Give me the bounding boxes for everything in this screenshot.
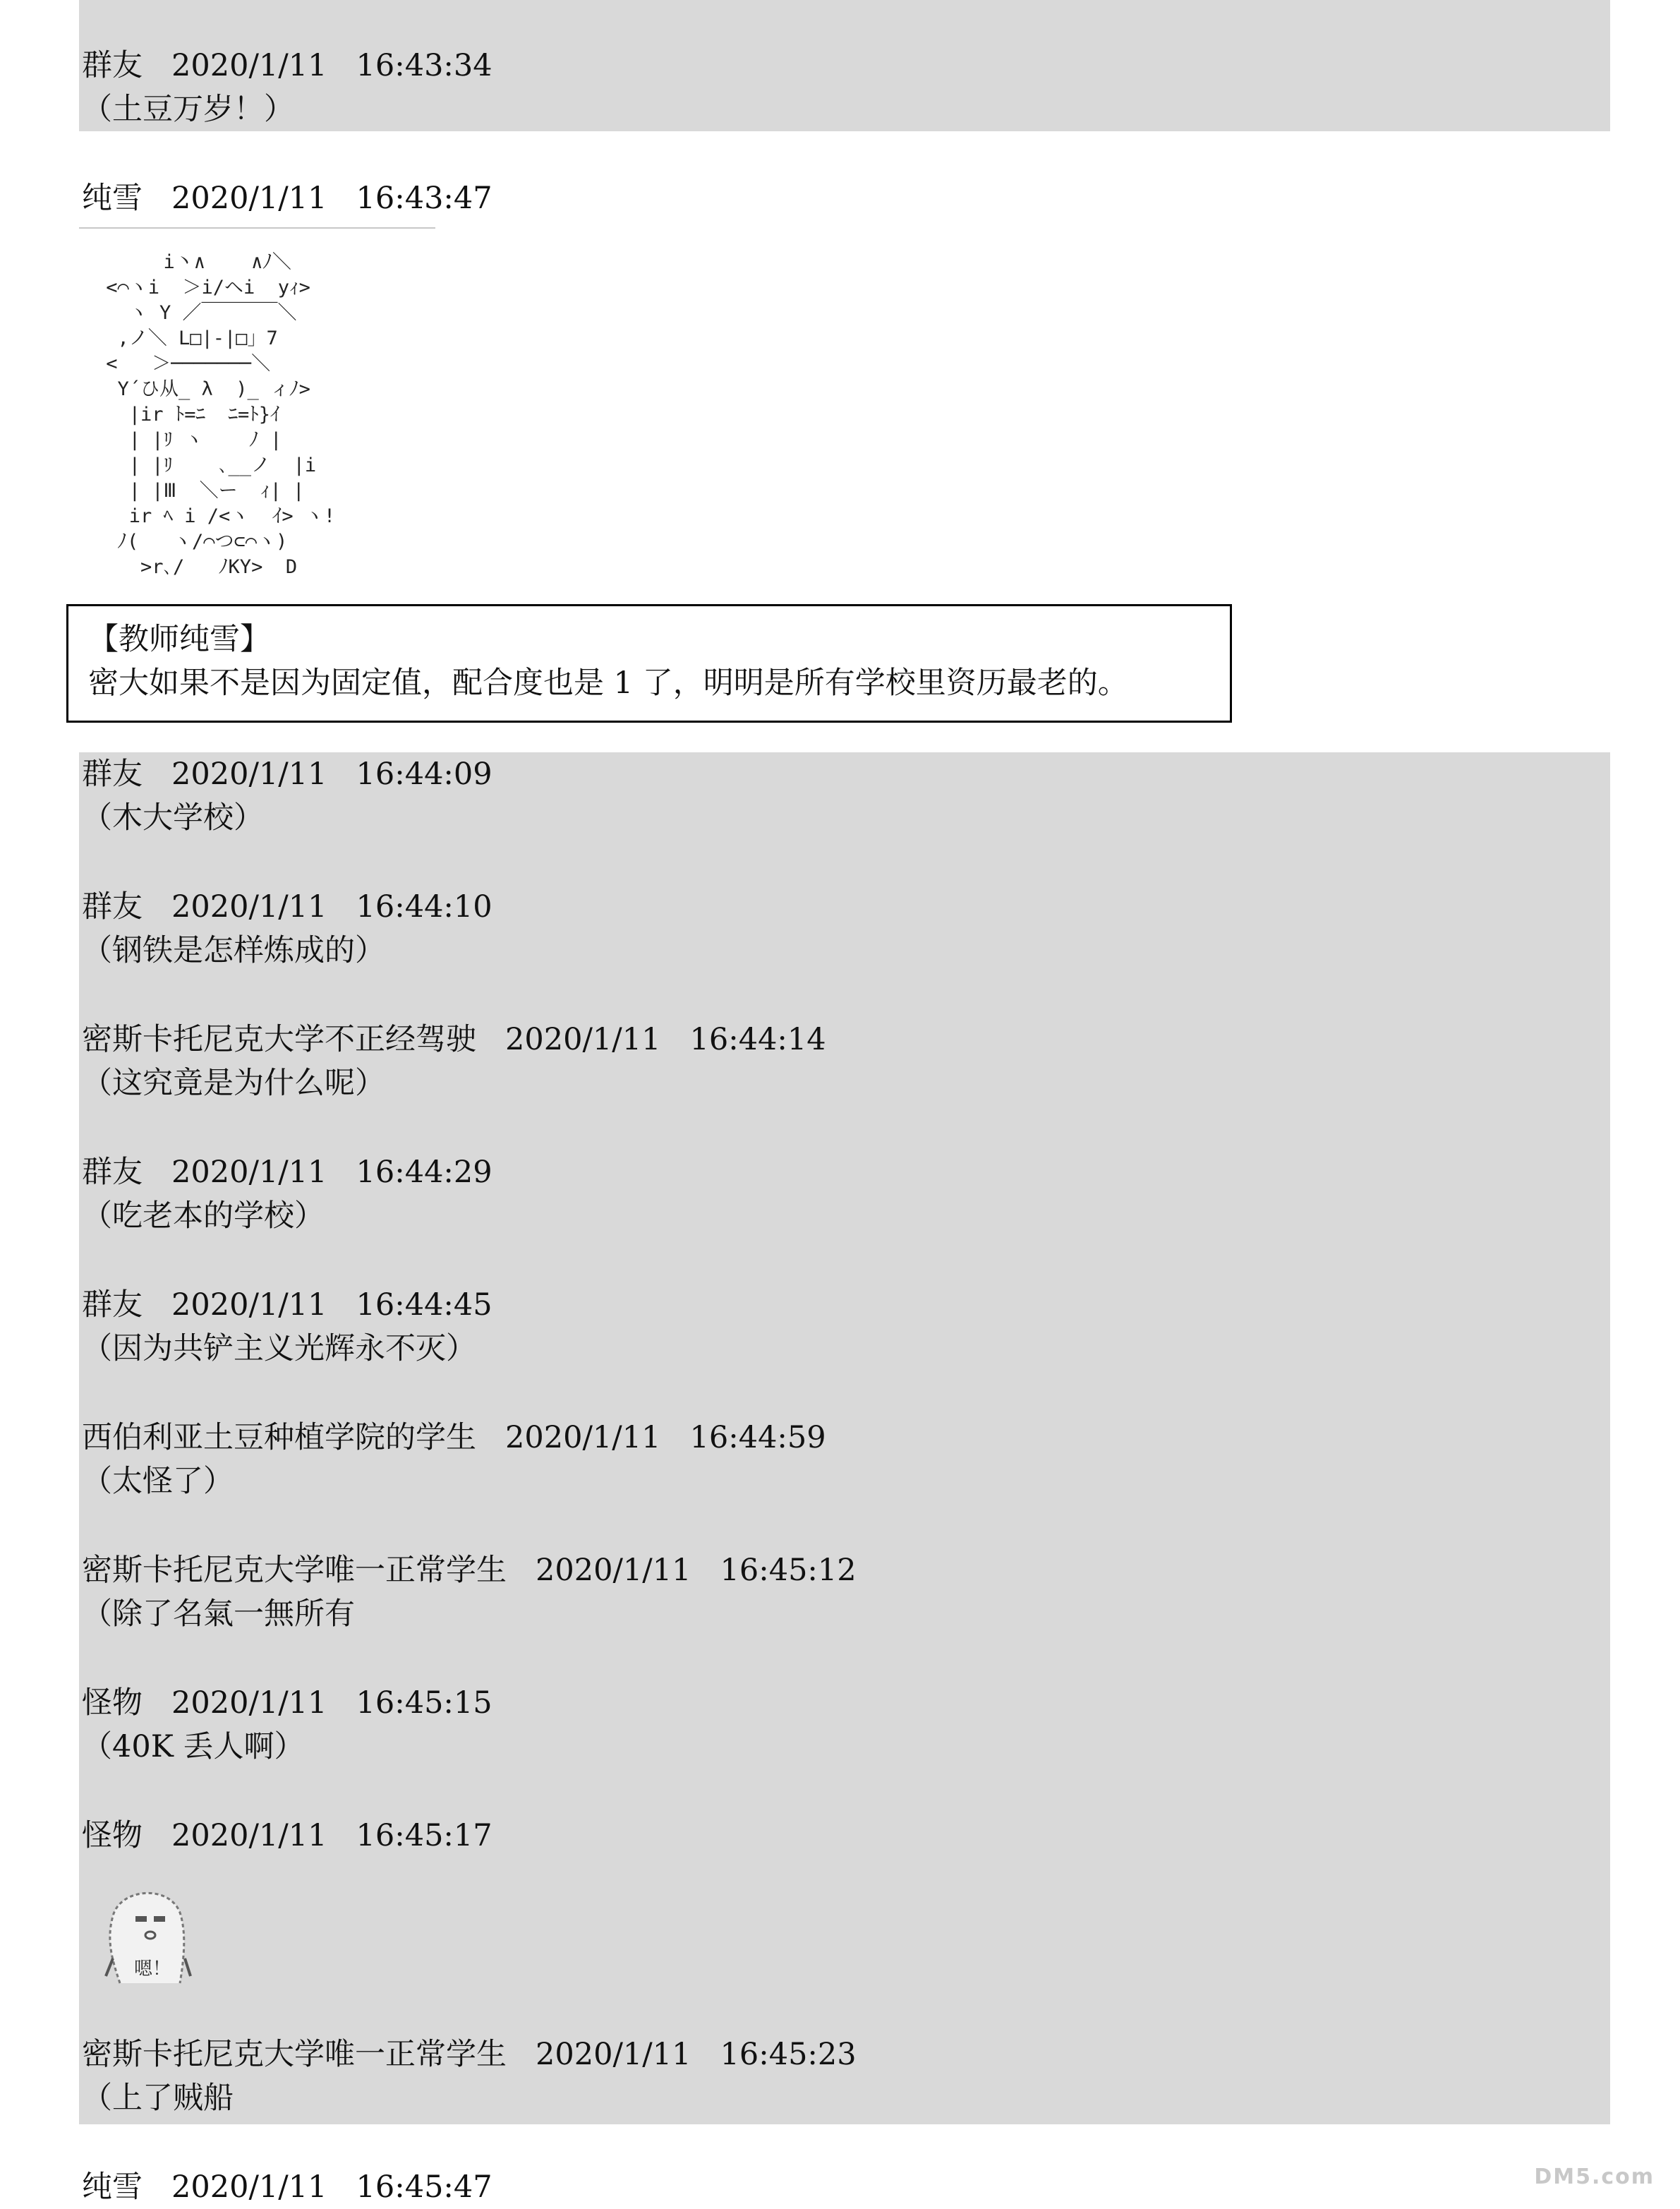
message-header [82,44,492,88]
message-date: 2020/1/11 [505,1022,661,1057]
message-text: （钢铁是怎样炼成的） [82,933,385,968]
ascii-art-line: |ir ﾄ=ﾆ ﾆ=ﾄ}ｲ [95,404,280,426]
message-header [82,176,492,220]
message-header [82,1416,826,1459]
message-time: 16:45:17 [356,1818,492,1853]
ascii-art-line: i丶∧ ∧ﾉ＼ [95,251,291,273]
sender-name: 密斯卡托尼克大学不正经驾驶 [82,1022,476,1057]
sender-name: 群友 [82,1155,143,1190]
chat-message [82,1283,492,1371]
sender-name: 纯雪 [82,181,143,216]
message-text: （木大学校） [82,800,264,836]
message-date: 2020/1/11 [171,181,327,216]
message-date: 2020/1/11 [171,1287,327,1323]
chat-message [82,2165,492,2209]
message-header [82,1814,492,1858]
message-time: 16:44:09 [356,757,492,792]
ascii-art-line: <⌒ヽi ＞i/ヘi yｨ> [95,277,310,299]
ascii-art-line: ir ﾍ i /<ヽ ｲ> ヽ! [95,505,336,527]
ascii-art-line: ヽ Y ／￣￣￣￣＼ [95,302,297,324]
message-date: 2020/1/11 [505,1420,661,1455]
ascii-art-line: ﾉ( ヽ/⌒つ⊂⌒ヽ) [95,531,288,553]
sender-name: 怪物 [82,1818,143,1853]
ghost-sticker-image [92,1877,212,1990]
message-time: 16:43:47 [356,181,492,216]
message-date: 2020/1/11 [171,1685,327,1721]
chat-message [82,1814,492,1858]
sender-name: 纯雪 [82,2169,143,2205]
message-text: （土豆万岁！） [82,92,294,127]
sender-name: 西伯利亚土豆种植学院的学生 [82,1420,476,1455]
message-time: 16:44:45 [356,1287,492,1323]
sender-name: 群友 [82,1287,143,1323]
ascii-art-line: | |Ⅲ ＼ー ｨ| | [95,480,305,502]
sender-name: 密斯卡托尼克大学唯一正常学生 [82,1553,507,1588]
message-header [82,1018,826,1061]
message-header [82,885,492,929]
message-time: 16:44:14 [689,1022,826,1057]
message-date: 2020/1/11 [171,1155,327,1190]
chat-message [82,1681,492,1769]
sender-name: 群友 [82,757,143,792]
ascii-art-line: Y´ひ从_ λ )_ ィﾉ> [95,378,310,400]
message-time: 16:45:15 [356,1685,492,1721]
message-header [82,752,492,796]
message-date: 2020/1/11 [171,1818,327,1853]
message-time: 16:45:23 [720,2037,857,2072]
chat-message [82,1416,826,1503]
chat-message [82,44,492,131]
message-date: 2020/1/11 [171,48,327,83]
message-header [82,2033,857,2076]
message-text: （吃老本的学校） [82,1198,325,1234]
ascii-art-line: >r､/ ﾉKY> D [95,556,298,578]
chat-message [82,885,492,973]
ascii-art-line: < ＞───────＼ [95,353,271,375]
sender-name: 怪物 [82,1685,143,1721]
chat-message [82,1150,492,1238]
sticker-text: 嗯！ [134,1958,171,1980]
sender-name: 群友 [82,48,143,83]
message-time: 16:45:47 [356,2169,492,2205]
message-header [82,1681,492,1725]
message-date: 2020/1/11 [536,2037,691,2072]
message-date: 2020/1/11 [171,757,327,792]
ascii-art-line: | |ﾘ ヽ ﾉ | [95,429,282,451]
message-text: （因为共铲主义光辉永不灭） [82,1331,476,1366]
ascii-art-line: ,ノ＼ L□|-|□」7 [95,327,278,349]
message-date: 2020/1/11 [536,1553,691,1588]
ascii-art-character [92,247,402,593]
message-text: （这究竟是为什么呢） [82,1066,385,1101]
message-date: 2020/1/11 [171,2169,327,2205]
message-text: （太怪了） [82,1464,234,1499]
ascii-art-line: | |ﾘ ､__ノ |i [95,455,317,476]
chat-message [82,2033,857,2120]
message-text: （除了名氣一無所有 [82,1596,355,1632]
header-underline [79,227,435,229]
chat-message [82,176,492,220]
sender-name: 密斯卡托尼克大学唯一正常学生 [82,2037,507,2072]
message-time: 16:44:10 [356,889,492,925]
message-time: 16:44:29 [356,1155,492,1190]
message-date: 2020/1/11 [171,889,327,925]
sender-name: 群友 [82,889,143,925]
chat-message [82,752,492,840]
message-header [82,1283,492,1327]
message-time: 16:43:34 [356,48,492,83]
message-time: 16:44:59 [689,1420,826,1455]
message-text: （上了贼船 [82,2081,234,2116]
message-header [82,2165,492,2209]
message-header [82,1548,857,1592]
site-watermark: DM5.com [1534,2165,1655,2189]
chat-message [82,1548,857,1636]
message-text: （40K 丢人啊） [82,1729,305,1764]
announcement-text: 密大如果不是因为固定值，配合度也是 1 了，明明是所有学校里资历最老的。 [88,666,1128,701]
chat-message [82,1018,826,1105]
message-time: 16:45:12 [720,1553,857,1588]
announcement-title: 【教师纯雪】 [88,622,270,657]
announcement-box [66,604,1232,723]
message-header [82,1150,492,1194]
